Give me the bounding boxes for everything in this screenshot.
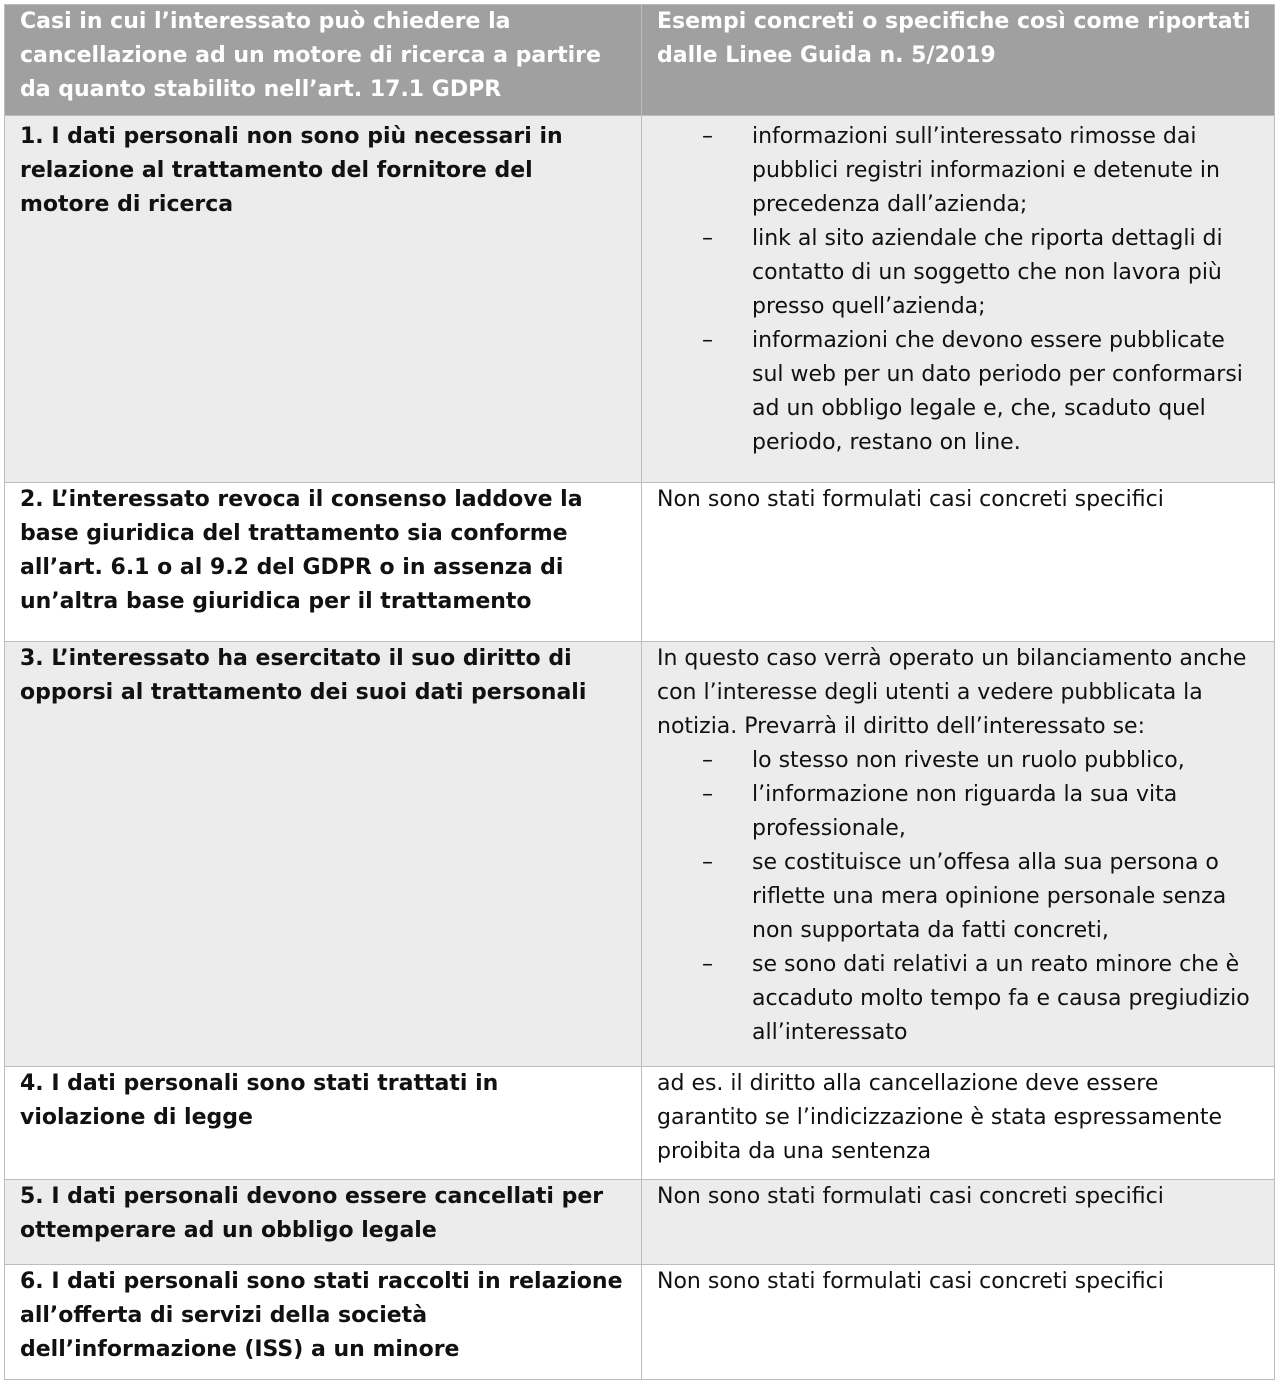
case-cell: 2. L’interessato revoca il consenso laddove la base giuridica del trattamento sia conforme all’art. 6.1 o al 9.2 del GDPR o in assenza di un’altra base giuridica per il trattamento [5,483,642,642]
table-row [5,642,1275,1067]
table-header-row [5,5,1275,116]
table-row [5,1180,1275,1265]
examples-list [657,744,1260,1050]
case-cell: 3. L’interessato ha esercitato il suo diritto di opporsi al trattamento dei suoi dati personali [5,642,642,1067]
dash-bullet: – [702,226,713,251]
dash-bullet: – [702,952,713,977]
case-cell: 4. I dati personali sono stati trattati in violazione di legge [5,1067,642,1180]
list-item: – se sono dati relativi a un reato minore che è accaduto molto tempo fa e causa pregiudizio all’interessato [657,948,1260,1050]
table-row [5,116,1275,483]
table-row [5,483,1275,642]
list-item: – lo stesso non riveste un ruolo pubblico, [657,744,1260,778]
header-cases: Casi in cui l’interessato può chiedere la cancellazione ad un motore di ricerca a partire da quanto stabilito nell’art. 17.1 GDPR [5,5,642,116]
examples-cell: Non sono stati formulati casi concreti specifici [642,1265,1275,1380]
dash-bullet: – [702,124,713,149]
examples-intro: In questo caso verrà operato un bilanciamento anche con l’interesse degli utenti a vedere pubblicata la notizia. Prevarrà il diritto dell’interessato se: [657,646,1247,739]
dash-bullet: – [702,850,713,875]
examples-cell: Non sono stati formulati casi concreti specifici [642,1180,1275,1265]
list-item: – se costituisce un’offesa alla sua persona o riflette una mera opinione personale senza non supportata da fatti concreti, [657,846,1260,948]
case-cell: 1. I dati personali non sono più necessari in relazione al trattamento del fornitore del motore di ricerca [5,116,642,483]
list-item: – l’informazione non riguarda la sua vita professionale, [657,778,1260,846]
list-item: – informazioni che devono essere pubblicate sul web per un dato periodo per conformarsi ad un obbligo legale e, che, scaduto quel periodo, restano on line. [657,324,1260,460]
case-cell: 5. I dati personali devono essere cancellati per ottemperare ad un obbligo legale [5,1180,642,1265]
dash-bullet: – [702,748,713,773]
dash-bullet: – [702,328,713,353]
table-row [5,1265,1275,1380]
dash-bullet: – [702,782,713,807]
gdpr-cases-table [4,4,1275,1380]
list-item: – link al sito aziendale che riporta dettagli di contatto di un soggetto che non lavora più presso quell’azienda; [657,222,1260,324]
examples-cell: ad es. il diritto alla cancellazione deve essere garantito se l’indicizzazione è stata espressamente proibita da una sentenza [642,1067,1275,1180]
header-examples: Esempi concreti o specifiche così come riportati dalle Linee Guida n. 5/2019 [642,5,1275,116]
examples-cell [642,116,1275,483]
case-cell: 6. I dati personali sono stati raccolti in relazione all’offerta di servizi della società dell’informazione (ISS) a un minore [5,1265,642,1380]
examples-cell: Non sono stati formulati casi concreti specifici [642,483,1275,642]
table-row [5,1067,1275,1180]
examples-cell [642,642,1275,1067]
examples-list [657,120,1260,460]
list-item: – informazioni sull’interessato rimosse dai pubblici registri informazioni e detenute in precedenza dall’azienda; [657,120,1260,222]
